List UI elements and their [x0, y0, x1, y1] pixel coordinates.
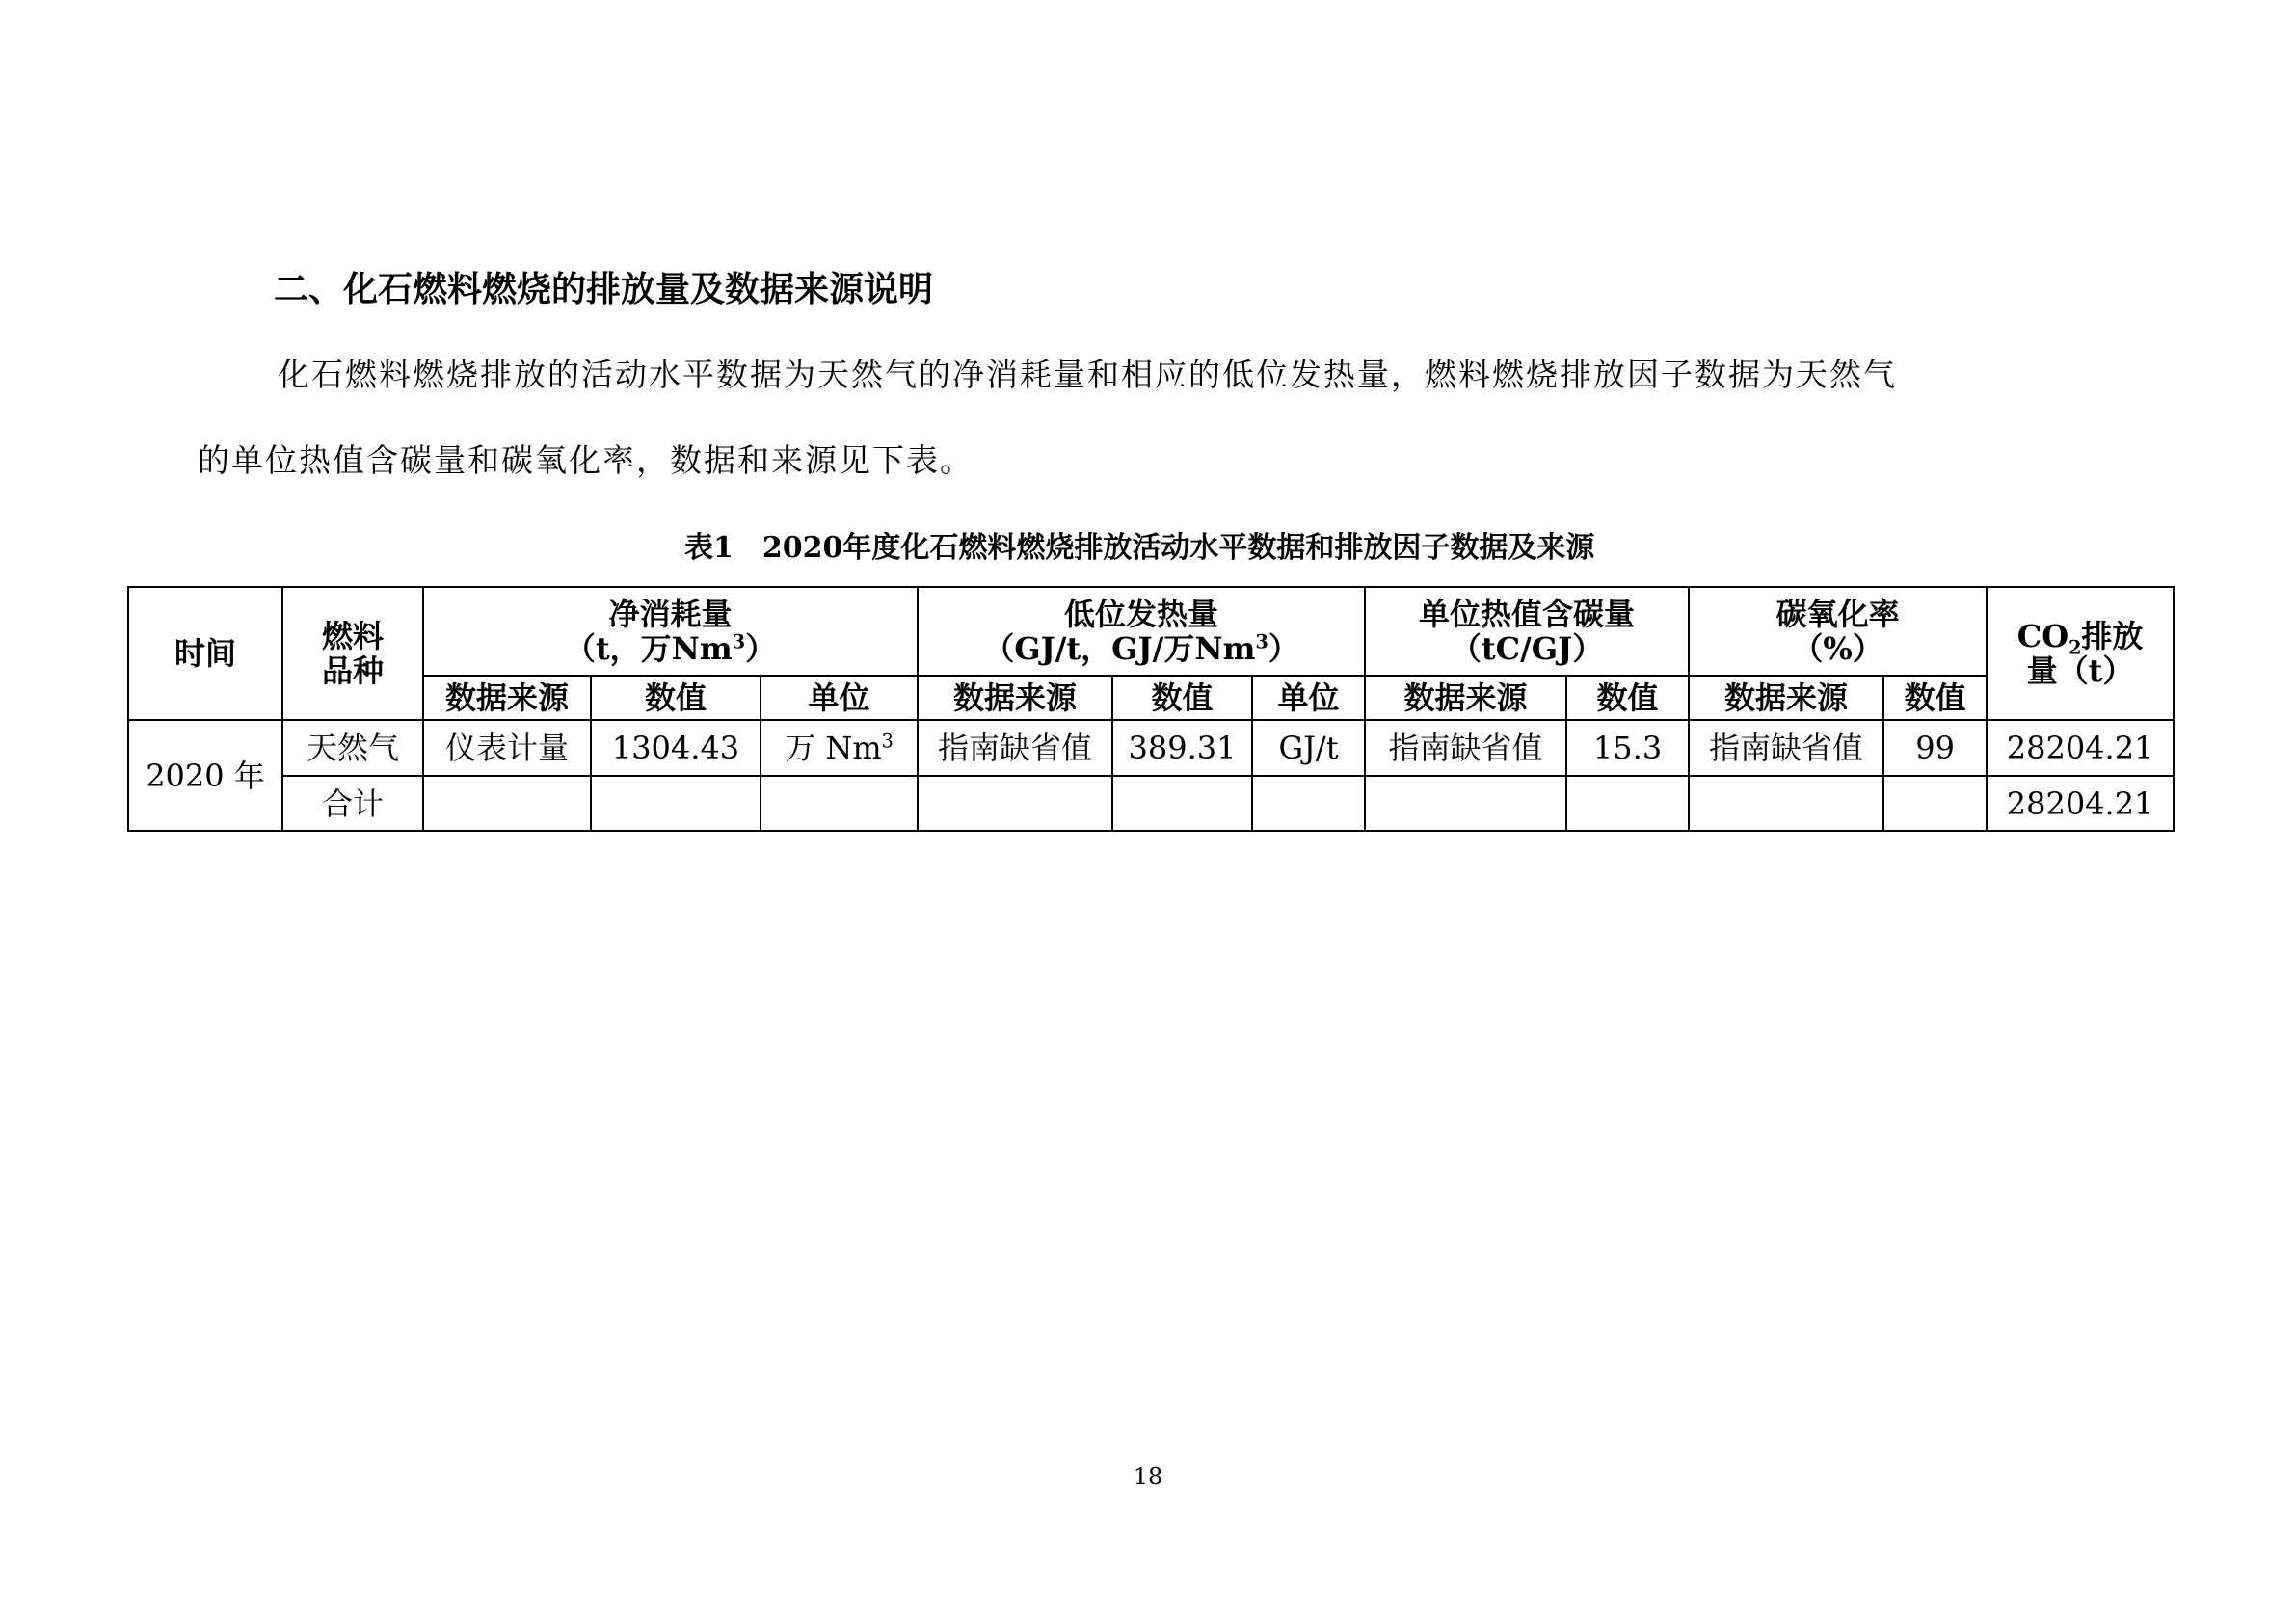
subheader-value: 数值 [1566, 676, 1689, 720]
table-header-row [128, 587, 2174, 676]
header-net-consumption [423, 587, 918, 676]
header-carbon-content-unit: （tC/GJ） [1450, 630, 1604, 667]
table-row-total [128, 776, 2174, 831]
empty-cell [1883, 776, 1987, 831]
header-oxidation-rate-title: 碳氧化率 [1775, 596, 1900, 632]
co2-total-cell: 28204.21 [1987, 776, 2174, 831]
header-low-heat-value-title: 低位发热量 [1064, 596, 1219, 632]
carbon-source-cell: 指南缺省值 [1365, 720, 1566, 776]
header-fuel-type-line1: 燃料 [321, 618, 384, 654]
consumption-unit-cell: 万 Nm$^3$ [761, 720, 918, 776]
header-co2-line2: 量（t） [2026, 652, 2134, 689]
carbon-value-cell: 15.3 [1566, 720, 1689, 776]
subheader-source: 数据来源 [918, 676, 1112, 720]
empty-cell [1566, 776, 1689, 831]
subheader-source: 数据来源 [1365, 676, 1566, 720]
paragraph-line-2: 的单位热值含碳量和碳氧化率，数据和来源见下表。 [198, 441, 974, 479]
subheader-source: 数据来源 [423, 676, 591, 720]
consumption-source-cell: 仪表计量 [423, 720, 591, 776]
empty-cell [761, 776, 918, 831]
table-caption-number: 表1 [684, 531, 734, 565]
oxidation-value-cell: 99 [1883, 720, 1987, 776]
page-number: 18 [1133, 1463, 1163, 1490]
fuel-cell: 天然气 [282, 720, 423, 776]
subheader-value: 数值 [1883, 676, 1987, 720]
header-time: 时间 [128, 587, 282, 720]
paragraph-line-1: 化石燃料燃烧排放的活动水平数据为天然气的净消耗量和相应的低位发热量，燃料燃烧排放因子数据为天然气 [278, 356, 1897, 393]
header-oxidation-rate-unit: （%） [1792, 630, 1883, 667]
header-net-consumption-title: 净消耗量 [608, 596, 733, 632]
header-co2-line1: $CO_2$排放 [2016, 618, 2144, 659]
header-carbon-content-title: 单位热值含碳量 [1419, 596, 1636, 632]
header-oxidation-rate [1689, 587, 1987, 676]
header-carbon-content [1365, 587, 1689, 676]
empty-cell [591, 776, 761, 831]
heat-value-cell: 389.31 [1112, 720, 1252, 776]
subheader-value: 数值 [591, 676, 761, 720]
header-low-heat-value [918, 587, 1365, 676]
empty-cell [1365, 776, 1566, 831]
subheader-value: 数值 [1112, 676, 1252, 720]
empty-cell [1252, 776, 1365, 831]
table-caption [684, 523, 1594, 566]
table-caption-title: 2020年度化石燃料燃烧排放活动水平数据和排放因子数据及来源 [761, 531, 1595, 565]
header-low-heat-value-unit: （GJ/t，GJ/万Nm$^3$） [983, 630, 1299, 667]
header-net-consumption-unit: （t，万Nm$^3$） [564, 630, 777, 667]
subheader-source: 数据来源 [1689, 676, 1883, 720]
heat-source-cell: 指南缺省值 [918, 720, 1112, 776]
empty-cell [423, 776, 591, 831]
header-fuel-type-line2: 品种 [321, 652, 384, 689]
empty-cell [918, 776, 1112, 831]
section-heading: 二、化石燃料燃烧的排放量及数据来源说明 [274, 270, 934, 309]
oxidation-source-cell: 指南缺省值 [1689, 720, 1883, 776]
subheader-unit: 单位 [761, 676, 918, 720]
consumption-value-cell: 1304.43 [591, 720, 761, 776]
table-row [128, 720, 2174, 776]
table-subheader-row [128, 676, 2174, 720]
empty-cell [1112, 776, 1252, 831]
heat-unit-cell: GJ/t [1252, 720, 1365, 776]
header-co2-emission [1987, 587, 2174, 720]
emission-data-table [127, 586, 2175, 832]
header-fuel-type [282, 587, 423, 720]
year-cell: 2020 年 [128, 720, 282, 831]
fuel-total-cell: 合计 [282, 776, 423, 831]
subheader-unit: 单位 [1252, 676, 1365, 720]
empty-cell [1689, 776, 1883, 831]
co2-cell: 28204.21 [1987, 720, 2174, 776]
